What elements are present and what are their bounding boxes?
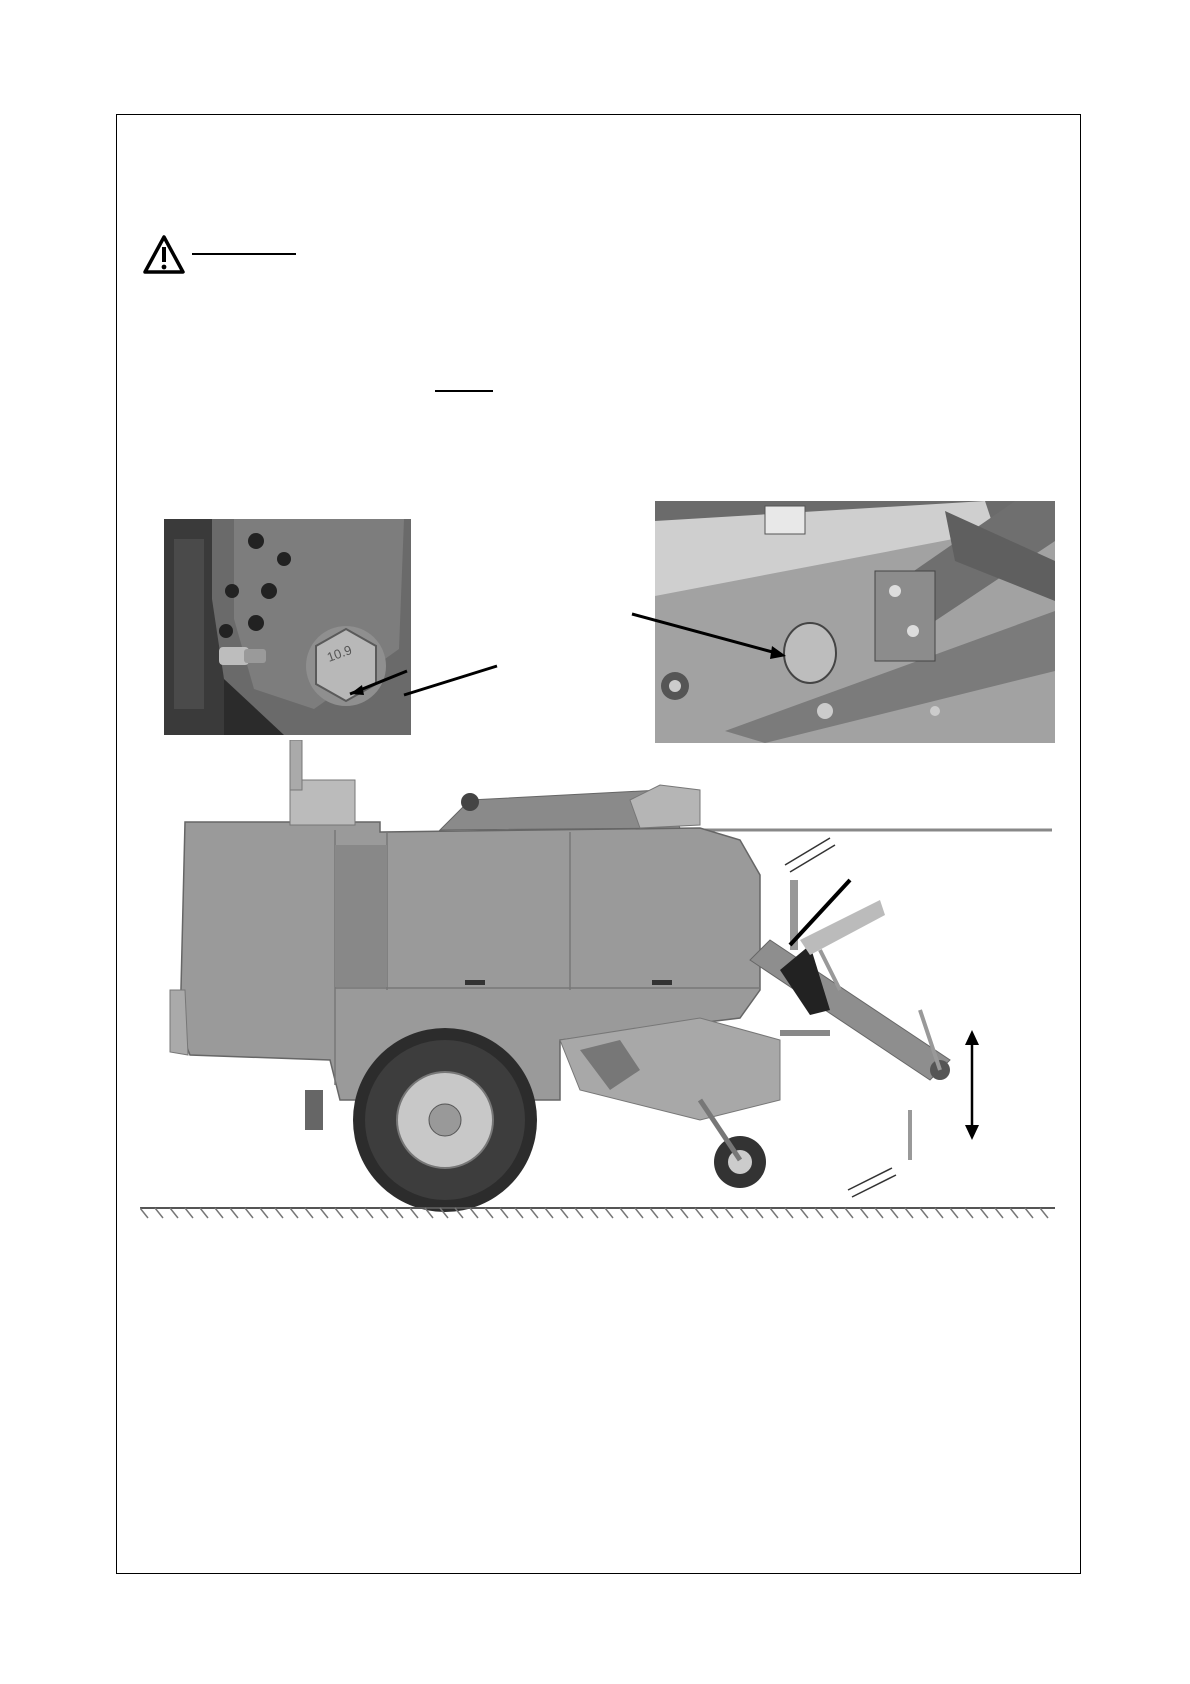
text-underline	[435, 390, 493, 392]
bolt-detail-photo	[164, 519, 411, 735]
left-callout-arrow	[400, 662, 500, 702]
warning-triangle-icon	[142, 234, 186, 276]
svg-text:10.9: 10.9	[324, 642, 354, 665]
baler-side-view-diagram	[140, 740, 1060, 1230]
right-callout-arrow	[630, 610, 790, 670]
warning-underline	[192, 253, 296, 255]
